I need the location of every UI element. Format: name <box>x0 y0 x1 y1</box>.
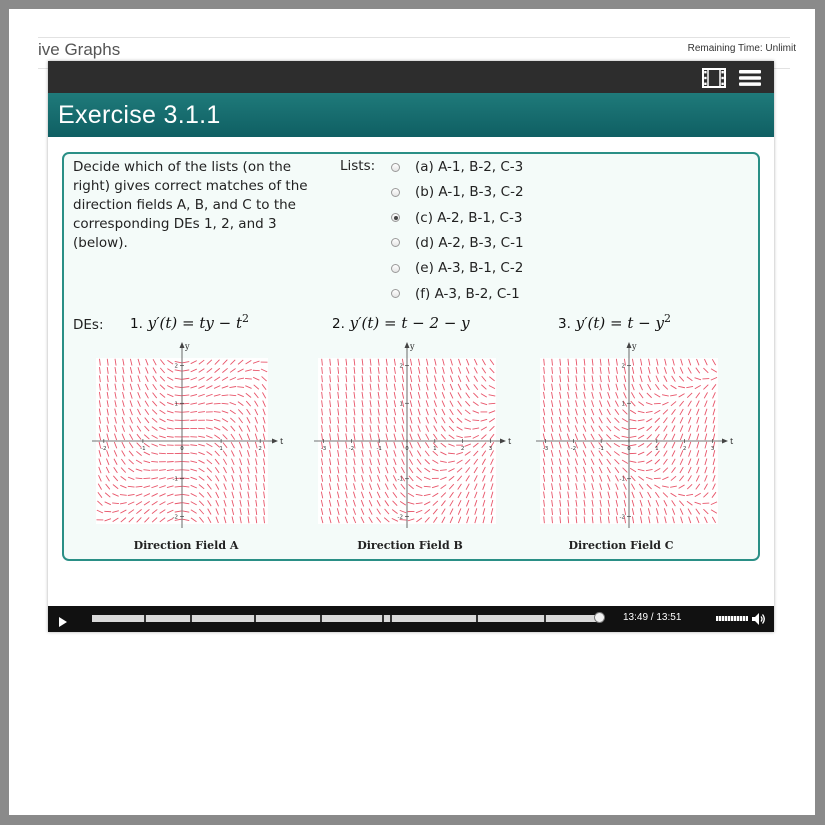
option-label: (a) A-1, B-2, C-3 <box>415 159 524 175</box>
option-a[interactable] <box>391 157 523 177</box>
slope-segment <box>214 403 221 404</box>
x-tick-label: -1 <box>598 446 604 452</box>
menu-icon[interactable] <box>738 68 762 88</box>
t-axis-label: t <box>730 437 734 446</box>
remaining-time: Remaining Time: Unlimit <box>687 43 796 54</box>
x-tick-label: -3 <box>542 446 549 452</box>
seek-bar[interactable] <box>92 615 604 622</box>
y-tick-label: -1 <box>397 476 403 483</box>
y-axis-label: y <box>632 342 637 351</box>
slope-segment <box>112 503 119 504</box>
t-axis-label: t <box>280 437 284 446</box>
slope-segment <box>159 453 166 454</box>
chapter-marker <box>144 615 146 622</box>
option-label: (d) A-2, B-3, C-1 <box>415 234 524 251</box>
y-axis-arrow <box>180 342 185 348</box>
x-tick-label: -2 <box>570 446 577 452</box>
equation-expression: y′(t) = t − 2 − y <box>349 314 470 332</box>
radio-button[interactable] <box>391 188 400 197</box>
x-tick-label: -2 <box>348 446 355 452</box>
chapter-marker <box>254 615 256 622</box>
chapter-marker <box>544 615 546 622</box>
equation-1 <box>130 312 249 332</box>
x-tick-label: 2 <box>258 446 262 452</box>
option-label: (b) A-1, B-3, C-2 <box>415 184 524 201</box>
x-tick-label: 1 <box>655 446 659 452</box>
slope-segment <box>245 378 252 379</box>
y-tick-label: -1 <box>619 476 625 483</box>
question-text: Decide which of the lists (on the right) gives correct matches of the direction fields A, B, and C to the corresponding DEs 1, 2, and 3 (below). <box>73 159 308 251</box>
y-tick-label: -2 <box>397 514 403 521</box>
x-tick-label: -1 <box>376 446 382 452</box>
option-d[interactable] <box>391 233 524 253</box>
x-tick-label: 1 <box>433 446 437 452</box>
slope-segment <box>167 462 174 463</box>
equation-2 <box>332 312 470 332</box>
radio-button[interactable] <box>391 213 400 222</box>
x-tick-label: 1 <box>219 446 223 452</box>
x-tick-label: 2 <box>682 446 687 452</box>
option-b[interactable] <box>391 182 524 202</box>
x-tick-label: 0 <box>627 446 631 452</box>
direction-field-b-caption: Direction Field B <box>357 539 463 552</box>
x-tick-label: 2 <box>460 446 465 452</box>
slope-segment <box>448 453 455 454</box>
film-icon[interactable] <box>702 68 726 88</box>
radio-button[interactable] <box>391 163 400 172</box>
slope-segment <box>424 486 431 487</box>
chapter-marker <box>382 615 384 622</box>
exercise-title: Exercise 3.1.1 <box>58 101 221 129</box>
slope-segment <box>175 412 182 413</box>
des-label: DEs: <box>73 317 104 333</box>
y-tick-label: 1 <box>174 401 178 408</box>
y-tick-label: -2 <box>172 514 178 521</box>
time-display: 13:49 / 13:51 <box>623 612 682 623</box>
equation-number: 1. <box>130 316 143 332</box>
direction-field-b <box>312 340 512 536</box>
exercise-banner <box>48 93 774 137</box>
page <box>9 9 815 815</box>
y-tick-label: -1 <box>172 476 178 483</box>
slope-segment <box>198 428 205 429</box>
x-tick-label: 3 <box>488 446 493 452</box>
slope-segment <box>190 420 197 421</box>
seek-progress <box>92 615 603 622</box>
y-tick-label: 1 <box>399 401 403 408</box>
direction-field-c <box>534 340 734 536</box>
chapter-marker <box>190 615 192 622</box>
radio-button[interactable] <box>391 264 400 273</box>
radio-button[interactable] <box>391 289 400 298</box>
equation-3 <box>558 312 671 332</box>
y-tick-label: 1 <box>621 401 625 408</box>
radio-button[interactable] <box>391 238 400 247</box>
lists-label: Lists: <box>340 158 376 174</box>
equation-expression: y′(t) = t − y <box>575 314 664 332</box>
equation-exponent: 2 <box>664 312 671 325</box>
exercise-box <box>62 152 760 561</box>
slope-segment <box>489 403 496 404</box>
player-toolbar <box>48 61 774 93</box>
y-axis-label: y <box>185 342 190 351</box>
chapter-marker <box>476 615 478 622</box>
t-axis-label: t <box>508 437 512 446</box>
seek-handle[interactable] <box>594 612 605 623</box>
slope-segment <box>143 478 150 479</box>
option-e[interactable] <box>391 258 523 278</box>
t-axis-arrow <box>500 439 506 444</box>
equation-expression: y′(t) = ty − t <box>147 314 243 332</box>
option-f[interactable] <box>391 284 520 304</box>
x-tick-label: -2 <box>101 446 107 452</box>
volume-slider[interactable] <box>716 616 748 621</box>
x-tick-label: -1 <box>140 446 146 452</box>
option-c[interactable] <box>391 208 522 228</box>
option-label: (c) A-2, B-1, C-3 <box>415 209 523 226</box>
y-tick-label: 2 <box>621 363 625 370</box>
x-tick-label: 0 <box>180 446 184 452</box>
option-label: (f) A-3, B-2, C-1 <box>415 285 520 302</box>
chapter-marker <box>320 615 322 622</box>
y-axis-label: y <box>410 342 415 351</box>
video-player <box>48 61 774 632</box>
direction-field-a-caption: Direction Field A <box>133 539 239 552</box>
chapter-marker <box>390 615 392 622</box>
app-title: ive Graphs <box>38 40 121 59</box>
player-controls <box>48 606 774 632</box>
play-icon[interactable] <box>58 614 68 632</box>
y-tick-label: 2 <box>174 363 178 370</box>
speaker-icon[interactable] <box>752 612 766 630</box>
t-axis-arrow <box>722 439 728 444</box>
y-axis-arrow <box>405 342 410 348</box>
x-tick-label: 3 <box>710 446 715 452</box>
slope-segment <box>183 470 190 471</box>
y-tick-label: -2 <box>619 514 625 521</box>
equation-number: 3. <box>558 316 571 332</box>
y-tick-label: 2 <box>399 363 403 370</box>
slide-content <box>48 137 774 606</box>
option-label: (e) A-3, B-1, C-2 <box>415 260 524 277</box>
equation-exponent: 2 <box>242 312 250 325</box>
x-tick-label: 0 <box>405 446 409 452</box>
x-tick-label: -3 <box>320 446 327 452</box>
equation-number: 2. <box>332 316 345 332</box>
y-axis-arrow <box>627 342 632 348</box>
direction-field-c-caption: Direction Field C <box>568 539 674 552</box>
t-axis-arrow <box>272 439 278 444</box>
direction-field-a <box>90 340 284 536</box>
